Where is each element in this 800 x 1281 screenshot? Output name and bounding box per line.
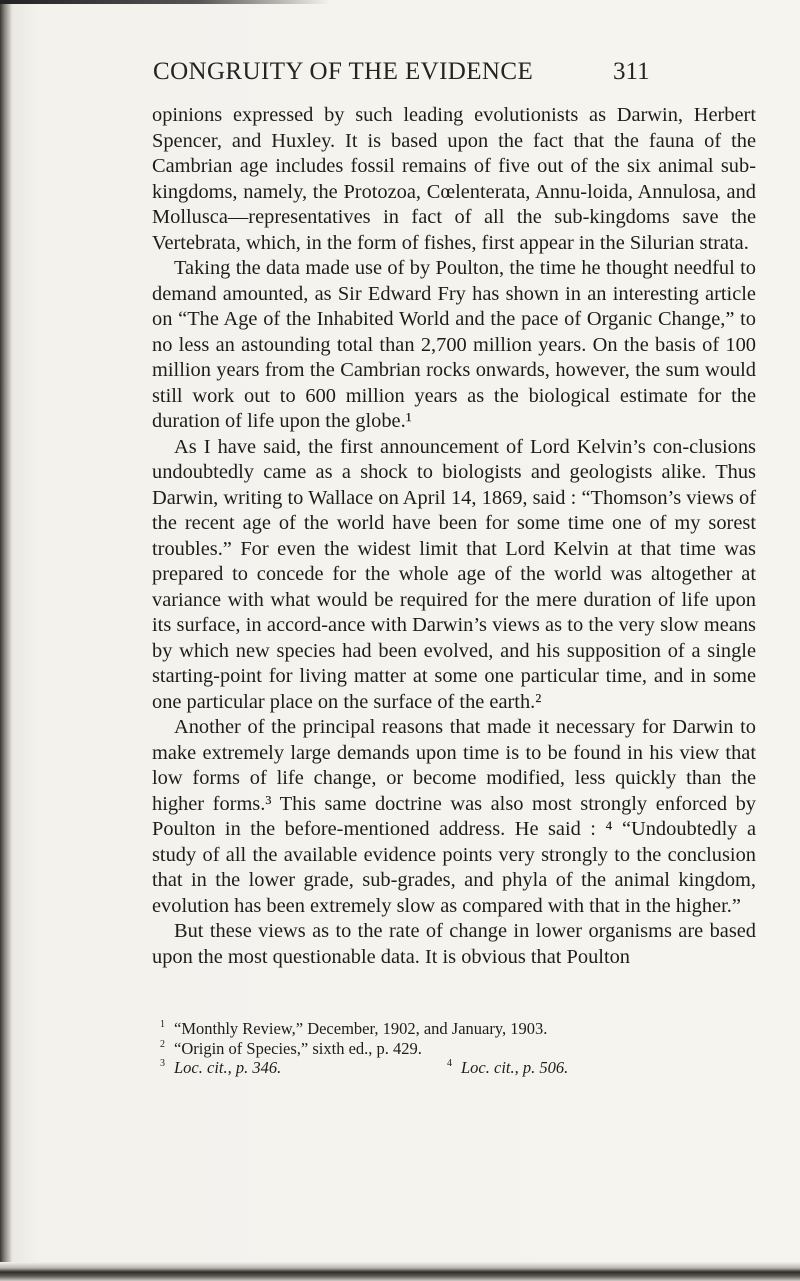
running-head: CONGRUITY OF THE EVIDENCE [153,58,534,85]
spine-shadow [0,0,12,1281]
footnote-text: “Origin of Species,” sixth ed., p. 429. [174,1038,422,1058]
footnote-mark: 4 [447,1058,452,1069]
paragraph: As I have said, the first announcement of Lord Kelvin’s con-clusions undoubtedly came as a shock to biologists and geologists alike. Thus Darwin, writing to Wallace on April 14, 1869, said : “Thomson’s views of the recent age of the world have been for some time one of my sorest troubles.” For even the widest limit that Lord Kelvin at that time was prepared to concede for the whole age of the world was altogether at variance with what would be required for the mere duration of life upon its surface, in accord-ance with Darwin’s views as to the very slow means by which new species had been evolved, and his supposition of a single starting-point for living matter at some one particular time, and in some one particular place on the surface of the earth.² [152,435,756,713]
footnote-mark: 1 [160,1019,165,1030]
page-header [0,58,800,98]
footnote [152,1058,439,1078]
footnote [439,1058,726,1078]
paragraph: Another of the principal reasons that made it necessary for Darwin to make extremely large demands upon time is to be found in his view that low forms of life change, or become modified, less quickly than the higher forms.³ This same doctrine was also most strongly enforced by Poulton in the before-mentioned address. He said : ⁴ “Undoubtedly a study of all the available evidence points very strongly to the conclusion that in the lower grade, sub-grades, and phyla of the animal kingdom, evolution has been extremely slow as compared with that in the higher.” [152,716,756,917]
footnote-text: Loc. cit., p. 506. [461,1058,569,1077]
footnote-mark: 2 [160,1038,165,1050]
paragraph: opinions expressed by such leading evolutionists as Darwin, Herbert Spencer, and Huxley. It is based upon the fact that the fauna of the Cambrian age includes fossil remains of five out of the six animal sub-kingdoms, namely, the Protozoa, Cœlenterata, Annu-loida, Annulosa, and Mollusca—representatives in fact of all the sub-kingdoms save the Vertebrata, which, in the form of fishes, first appear in the Silurian strata. [152,104,756,254]
footnote-text: Loc. cit., p. 346. [174,1058,282,1077]
top-edge-shadow [0,0,330,4]
footnote-text: “Monthly Review,” December, 1902, and January, 1903. [174,1019,548,1038]
body-text [152,103,756,970]
footnote-row [152,1058,756,1078]
page-number: 311 [613,58,650,85]
footnotes [152,1019,756,1078]
footnote-mark: 3 [160,1058,165,1069]
footnote [152,1019,756,1039]
bottom-page-edge [0,1262,800,1281]
paragraph: But these views as to the rate of change in lower organisms are based upon the most questionable data. It is obvious that Poulton [152,920,756,968]
footnote [152,1039,756,1059]
paragraph: Taking the data made use of by Poulton, the time he thought needful to demand amounted, as Sir Edward Fry has shown in an interesting article on “The Age of the Inhabited World and the pace of Organic Change,” to no less an astounding total than 2,700 million years. On the basis of 100 million years from the Cambrian rocks onwards, however, the sum would still work out to 600 million years as the biological estimate for the duration of life upon the globe.¹ [152,257,756,432]
